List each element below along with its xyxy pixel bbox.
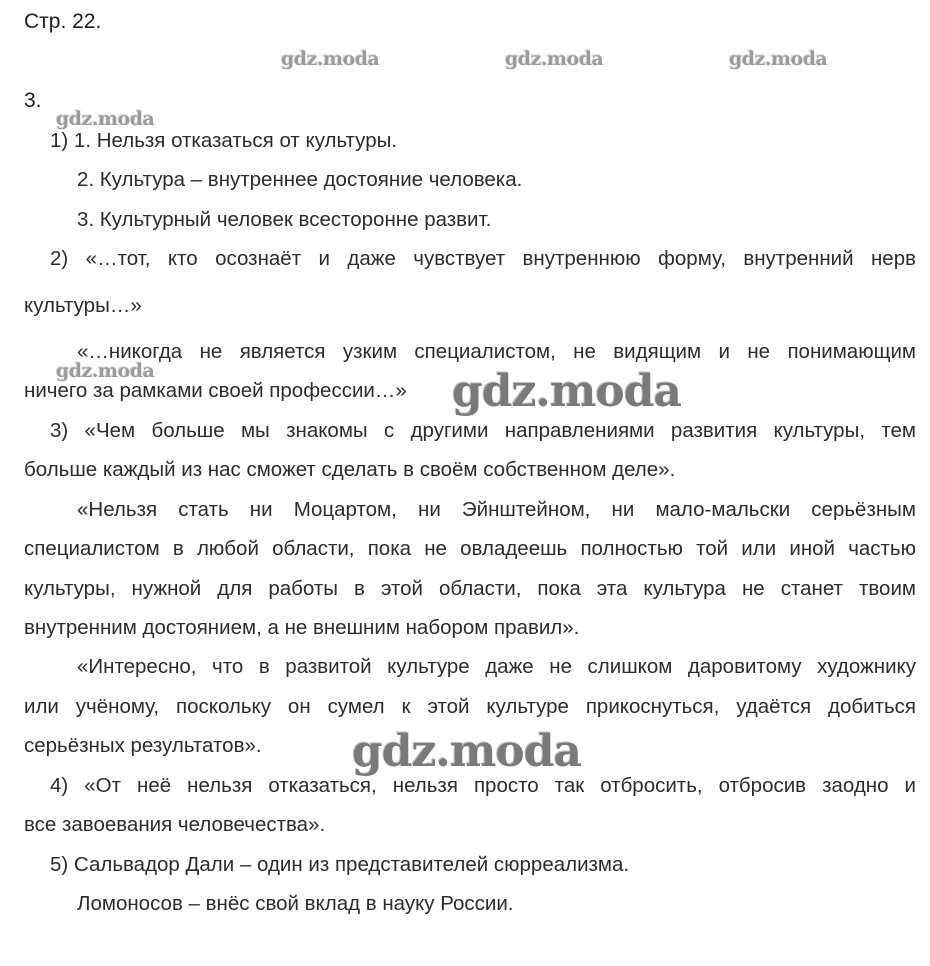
text-line: специалистом в любой области, пока не овладеешь полностью той или иной частью xyxy=(24,537,916,560)
text-line: культуры, нужной для работы в этой области, пока эта культура не станет твоим xyxy=(24,577,916,600)
text-line: серьёзных результатов». xyxy=(24,734,262,757)
text-line: Ломоносов – внёс свой вклад в науку России. xyxy=(77,892,514,915)
text-line: культуры…» xyxy=(24,294,142,317)
text-line: 4) «От неё нельзя отказаться, нельзя просто так отбросить, отбросив заодно и xyxy=(50,774,916,797)
page-header: Стр. 22. xyxy=(24,10,102,33)
watermark: gdz.moda xyxy=(452,366,682,417)
text-line: больше каждый из нас сможет сделать в своём собственном деле». xyxy=(24,458,676,481)
watermark: gdz.moda xyxy=(729,48,828,70)
text-line: «Интересно, что в развитой культуре даже не слишком даровитому художнику xyxy=(77,655,916,678)
watermark: gdz.moda xyxy=(505,48,604,70)
text-line: 5) Сальвадор Дали – один из представителей сюрреализма. xyxy=(50,853,630,876)
watermark: gdz.moda xyxy=(352,726,582,777)
text-line: 3) «Чем больше мы знакомы с другими направлениями развития культуры, тем xyxy=(50,419,916,442)
text-line: 2) «…тот, кто осознаёт и даже чувствует внутреннюю форму, внутренний нерв xyxy=(50,247,916,270)
text-line: или учёному, поскольку он сумел к этой культуре прикоснуться, удаётся добиться xyxy=(24,695,916,718)
watermark: gdz.moda xyxy=(281,48,380,70)
watermark: gdz.moda xyxy=(56,360,155,382)
task-number: 3. xyxy=(24,89,42,112)
text-line: 3. Культурный человек всесторонне развит. xyxy=(77,208,492,231)
text-line: ничего за рамками своей профессии…» xyxy=(24,379,407,402)
text-line: 2. Культура – внутреннее достояние человека. xyxy=(77,168,523,191)
text-line: внутренним достоянием, а не внешним набором правил». xyxy=(24,616,580,639)
watermark: gdz.moda xyxy=(56,108,155,130)
text-line: «Нельзя стать ни Моцартом, ни Эйнштейном, ни мало-мальски серьёзным xyxy=(77,498,916,521)
text-line: все завоевания человечества». xyxy=(24,813,326,836)
text-line: «…никогда не является узким специалистом, не видящим и не понимающим xyxy=(77,340,916,363)
text-line: 1) 1. Нельзя отказаться от культуры. xyxy=(50,129,398,152)
